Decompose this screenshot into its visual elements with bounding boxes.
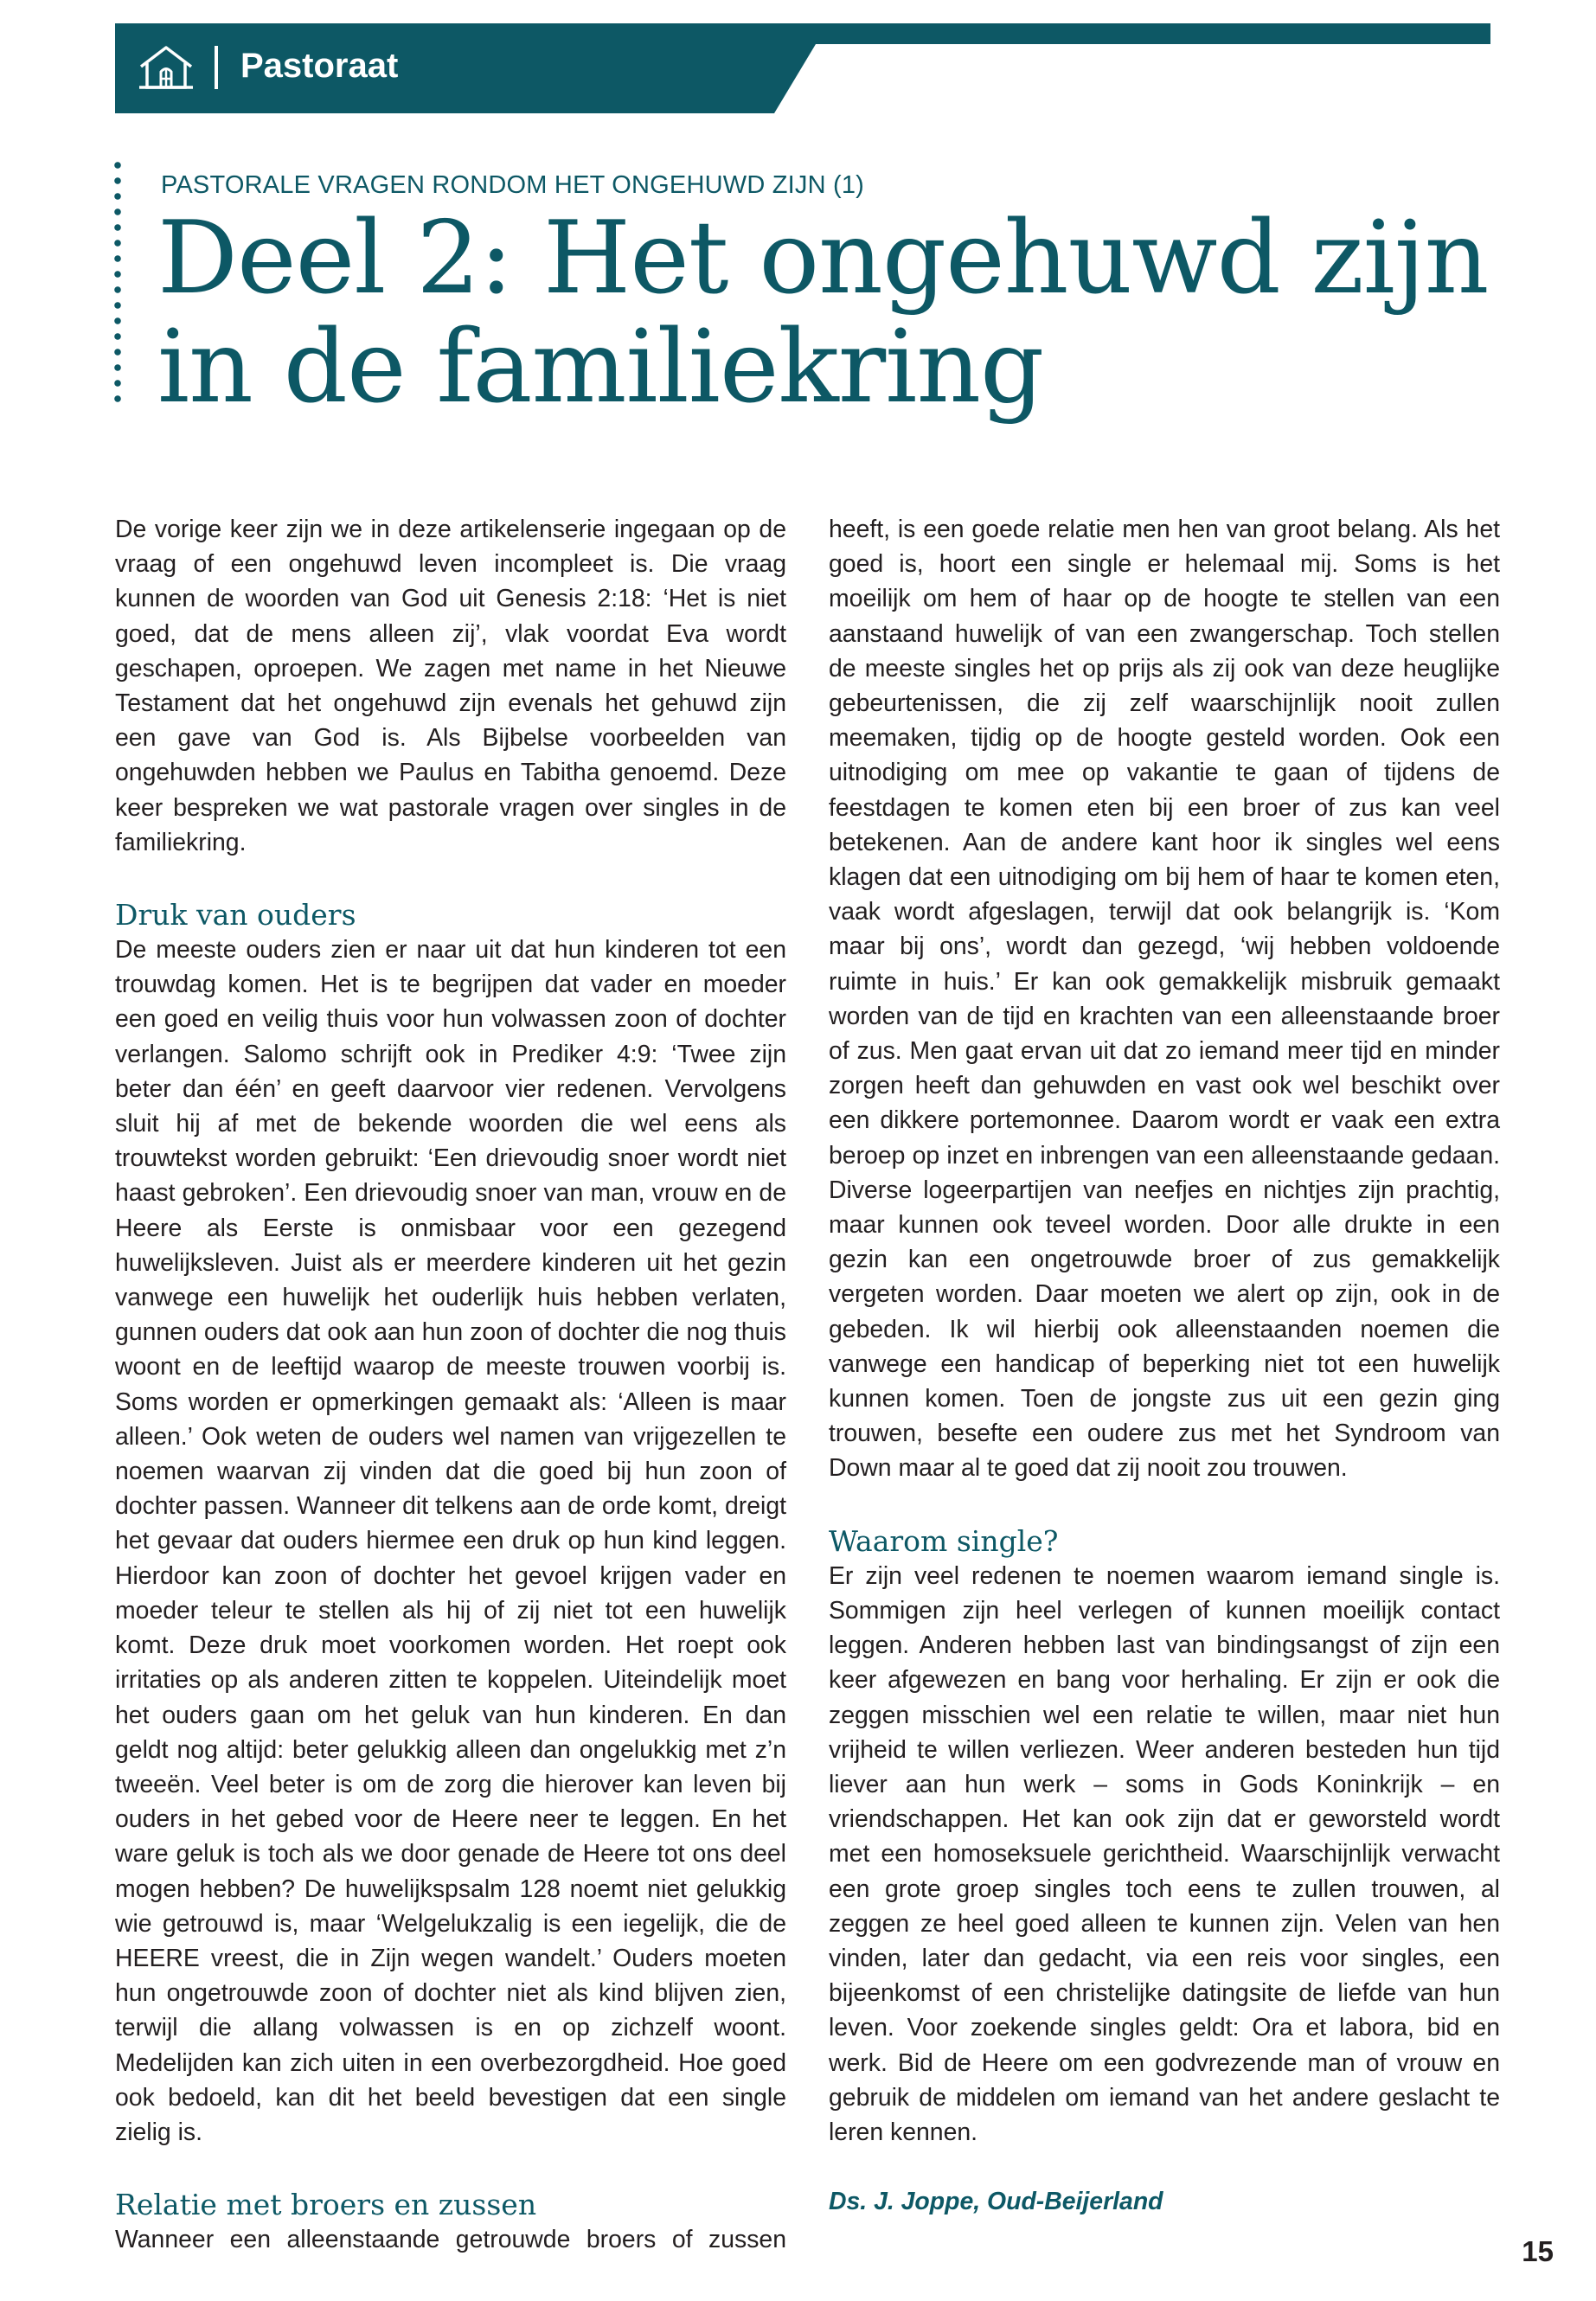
section-label: Pastoraat (240, 47, 399, 85)
dotted-rule (114, 157, 121, 408)
article-title: Deel 2: Het ongehuwd zijn in de familiekring (157, 200, 1489, 426)
section-banner (115, 23, 1490, 113)
column-right (829, 512, 1500, 2219)
section-body-relatie-continued: heeft, is een goede relatie men hen van groot belang. Als het goed is, hoort een single er helemaal mij. Soms is het moeilijk om hem of haar op de hoogte te stellen van een aanstaand huwelijk of van een zwangerschap. Toch stellen de meeste singles het op prijs als zij ook van deze heuglijke gebeurtenissen, die zij zelf waarschijnlijk nooit zullen meemaken, tijdig op de hoogte gesteld worden. Ook een uitnodiging om mee op vakantie te gaan of tijdens de feestdagen te komen eten bij een broer of zus kan veel betekenen. Aan de andere kant hoor ik singles wel eens klagen dat een uitnodiging om bij hem of haar te komen eten, vaak wordt afgeslagen, terwijl dat ook belangrijk is. ‘Kom maar bij ons’, wordt dan gezegd, ‘wij hebben voldoende ruimte in huis.’ Er kan ook gemakkelijk misbruik gemaakt worden van de tijd en krachten van een alleenstaande broer of zus. Men gaat ervan uit dat zo iemand meer tijd en minder zorgen heeft dan gehuwden en vast ook wel beschikt over een dikkere portemonnee. Daarom wordt er vaak een extra beroep op inzet en inbrengen van een alleenstaande gedaan. Diverse logeerpartijen van neefjes en nichtjes zijn prachtig, maar kunnen ook teveel worden. Door alle drukte in een gezin kan een ongetrouwde broer of zus gemakkelijk vergeten worden. Daar moeten we alert op zijn, ook in de gebeden. Ik wil hierbij ook alleenstaanden noemen die vanwege een handicap of beperking niet tot een huwelijk kunnen komen. Toen de jongste zus uit een gezin ging trouwen, besefte een oudere zus met het Syndroom van Down maar al te goed dat zij nooit zou trouwen. (829, 516, 1500, 1483)
section-body-waarom-single: Er zijn veel redenen te noemen waarom iemand single is. Sommigen zijn heel verlegen of kunnen moeilijk contact leggen. Anderen hebben last van bindingsangst of zijn een keer afgewezen en bang voor herhaling. Er zijn er ook die zeggen misschien wel een relatie te willen, maar niet hun vrijheid te willen verliezen. Weer anderen besteden hun tijd liever aan hun werk – soms in Gods Koninkrijk – en vriendschappen. Het kan ook zijn dat er geworsteld wordt met een homoseksuele gerichtheid. Waarschijnlijk verwacht een grote groep singles toch eens te zullen trouwen, al zeggen ze heel goed alleen te kunnen zijn. Velen van hen vinden, later dan gedacht, via een reis voor singles, een bijeenkomst of een christelijke datingsite de liefde van hun leven. Voor zoekende singles geldt: Ora et labora, bid en werk. Bid de Heere om een godvrezende man of vrouw en gebruik de middelen om iemand van het andere geslacht te leren kennen. (829, 1561, 1500, 2146)
section-heading-druk-van-ouders: Druk van ouders (115, 898, 356, 933)
intro-paragraph: De vorige keer zijn we in deze artikelenserie ingegaan op de vraag of een ongehuwd leven incompleet is. Die vraag kunnen de woorden van God uit Genesis 2:18: ‘Het is niet goed, dat de mens alleen zij’, vlak voordat Eva wordt geschapen, oproepen. We zagen met name in het Nieuwe Testament dat het ongehuwd zijn evenals het gehuwd zijn een gave van God is. Als Bijbelse voorbeelden van ongehuwden hebben we Paulus en Tabitha genoemd. Deze keer bespreken we wat pastorale vragen over singles in de familiekring. (115, 516, 786, 856)
section-body-druk-van-ouders: De meeste ouders zien er naar uit dat hun kinderen tot een trouwdag komen. Het is te begrijpen dat vader en moeder een goed en veilig thuis voor hun volwassen zoon of dochter verlangen. Salomo schrijft ook in Prediker 4:9: ‘Twee zijn beter dan één’ en geeft daarvoor vier redenen. Vervolgens sluit hij af met de bekende woorden die wel eens als trouwtekst worden gebruikt: ‘Een drievoudig snoer wordt niet haast gebroken’. Een drievoudig snoer van man, vrouw en de Heere als Eerste is onmisbaar voor een gezegend huwelijksleven. Juist als er meerdere kinderen uit het gezin vanwege een huwelijk het ouderlijk huis hebben verlaten, gunnen ouders dat ook aan hun zoon of dochter die nog thuis woont en de leeftijd waarop de meeste trouwen voorbij is. Soms worden er opmerkingen gemaakt als: ‘Alleen is maar alleen.’ Ook weten de ouders wel namen van vrijgezellen te noemen waarvan zij vinden dat die goed bij hun zoon of dochter passen. Wanneer dit telkens aan de orde komt, dreigt het gevaar dat ouders hiermee een druk op hun kind leggen. Hierdoor kan zoon of dochter het gevoel krijgen vader en moeder teleur te stellen als hij of zij niet tot een huwelijk komt. Deze druk moet voorkomen worden. Het roept ook irritaties op als anderen zitten te koppelen. Uiteindelijk moet het ouders gaan om het geluk van hun kinderen. En dan geldt nog altijd: beter gelukkig alleen dan ongelukkig met z’n tweeën. Veel beter is om de zorg die hierover kan leven bij ouders in het gebed voor de Heere neer te leggen. En het ware geluk is toch als we door genade de Heere tot ons deel mogen hebben? De huwelijkspsalm 128 noemt niet gelukkig wie getrouwd is, maar ‘Welgelukzalig is een iegelijk, die de HEERE vreest, die in Zijn wegen wandelt.’ Ouders moeten hun ongetrouwde zoon of dochter niet als kind blijven zien, terwijl die allang volwassen is en op zichzelf woont. Medelijden kan zich uiten in een overbezorgdheid. Hoe goed ook bedoeld, kan dit het beeld bevestigen dat een single zielig is. (115, 936, 786, 2146)
section-heading-relatie: Relatie met broers en zussen (115, 2188, 537, 2222)
article-kicker: PASTORALE VRAGEN RONDOM HET ONGEHUWD ZIJN (1) (161, 171, 865, 199)
page-number: 15 (1522, 2235, 1554, 2267)
column-left (115, 512, 786, 2257)
section-body-relatie-start: Wanneer een alleenstaande getrouwde broers of zussen (115, 2226, 786, 2254)
banner-divider (215, 46, 218, 89)
church-house-icon (138, 42, 195, 94)
author-signature: Ds. J. Joppe, Oud-Beijerland (829, 2188, 1163, 2216)
section-heading-waarom-single: Waarom single? (829, 1523, 1059, 1558)
